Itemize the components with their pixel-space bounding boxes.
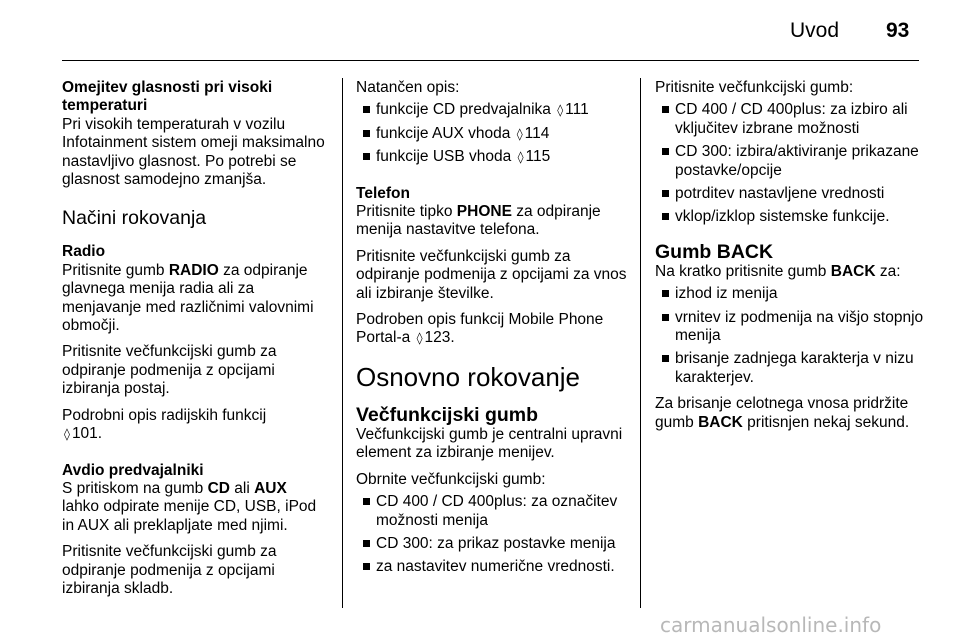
xref-page-link[interactable]: 123. (424, 329, 455, 347)
back-list (655, 285, 927, 387)
phone-paragraph-3: Podroben opis funkcij Mobile Phone Portal-a ◊ 123. (356, 311, 604, 347)
multifunction-knob-title: Večfunkcijski gumb (356, 403, 539, 426)
page-number: 93 (886, 19, 910, 42)
basic-operation-title: Osnovno rokovanje (356, 361, 581, 392)
list-item: potrditev nastavljene vrednosti (655, 185, 927, 203)
list-item: izhod iz menija (655, 285, 927, 303)
list-item: vklop/izklop sistemske funkcije. (655, 208, 927, 226)
xref-page-link[interactable]: 101. (71, 425, 103, 443)
watermark: carmanualsonline.info (660, 613, 882, 637)
list-item: za nastavitev numerične vrednosti. (356, 558, 632, 576)
list-item: CD 300: izbira/aktiviranje prikazane postavke/opcije (655, 143, 927, 180)
radio-heading: Radio (62, 243, 106, 261)
knob-paragraph-1: Večfunkcijski gumb je centralni upravni element za izbiranje menijev. (356, 425, 623, 462)
phone-heading: Telefon (356, 184, 410, 202)
header-title: Uvod (790, 19, 840, 42)
list-item: funkcije AUX vhoda ◊ 114 (356, 125, 632, 143)
knob-paragraph-2: Obrnite večfunkcijski gumb: (356, 470, 546, 488)
press-intro: Pritisnite večfunkcijski gumb: (655, 79, 854, 96)
xref-icon: ◊ (416, 331, 423, 346)
radio-paragraph-1: Pritisnite gumb RADIO za odpiranje glavnega menija radia ali za menjavanje med različnimi valovnimi območji. (62, 261, 314, 335)
detail-list (356, 101, 632, 166)
xref-page-link[interactable]: 115 (525, 148, 551, 166)
audio-players-heading: Avdio predvajalniki (62, 461, 204, 479)
press-list (655, 101, 927, 226)
list-item: CD 300: za prikaz postavke menija (356, 535, 632, 553)
detail-intro: Natančen opis: (356, 79, 460, 96)
operating-modes-title: Načini rokovanja (62, 207, 207, 230)
radio-paragraph-2: Pritisnite večfunkcijski gumb za odpiranje podmenija z opcijami izbiranja postaj. (62, 343, 277, 398)
back-paragraph-2: Za brisanje celotnega vnosa pridržite gumb BACK pritisnjen nekaj sekund. (655, 395, 910, 431)
radio-paragraph-3: Podrobni opis radijskih funkcij ◊ 101. (62, 406, 267, 443)
page-header (0, 0, 960, 60)
column-divider-left (342, 78, 343, 608)
phone-paragraph-1: Pritisnite tipko PHONE za odpiranje menija nastavitve telefona. (356, 203, 601, 239)
column-1 (62, 79, 328, 606)
hot-temperature-text: Pri visokih temperaturah v vozilu Infotainment sistem omeji maksimalno nastavljivo glasnost. Po potrebi se glasnost samodejno zmanjša. (62, 115, 325, 189)
list-item: CD 400 / CD 400plus: za označitev možnosti menija (356, 493, 632, 530)
list-item: vrnitev iz podmenija na višjo stopnjo menija (655, 309, 927, 346)
audio-paragraph-1: S pritiskom na gumb CD ali AUX lahko odpirate menije CD, USB, iPod in AUX ali preklapljate med njimi. (62, 479, 317, 534)
column-divider-right (640, 78, 641, 608)
back-button-title: Gumb BACK (655, 240, 774, 263)
xref-page-link[interactable]: 111 (565, 101, 589, 119)
phone-paragraph-2: Pritisnite večfunkcijski gumb za odpiranje podmenija z opcijami za vnos ali izbiranje številke. (356, 247, 627, 302)
radio-key: RADIO (168, 261, 219, 279)
audio-paragraph-2: Pritisnite večfunkcijski gumb za odpiranje podmenija z opcijami izbiranja skladb. (62, 543, 277, 597)
back-paragraph-1: Na kratko pritisnite gumb BACK za: (655, 262, 901, 280)
xref-icon: ◊ (64, 427, 70, 442)
list-item: funkcije USB vhoda ◊ 115 (356, 148, 632, 166)
column-2 (356, 79, 632, 585)
turn-list (356, 493, 632, 577)
column-3 (655, 79, 927, 440)
hot-temperature-heading: Omejitev glasnosti pri visoki temperaturi (62, 79, 273, 115)
header-rule (62, 60, 919, 61)
xref-page-link[interactable]: 114 (524, 124, 550, 142)
list-item: funkcije CD predvajalnika ◊ 111 (356, 101, 632, 119)
list-item: CD 400 / CD 400plus: za izbiro ali vključitev izbrane možnosti (655, 101, 927, 138)
xref-icon: ◊ (557, 103, 564, 118)
list-item: brisanje zadnjega karakterja v nizu karakterjev. (655, 350, 927, 387)
xref-icon: ◊ (517, 150, 524, 165)
xref-icon: ◊ (516, 126, 523, 141)
